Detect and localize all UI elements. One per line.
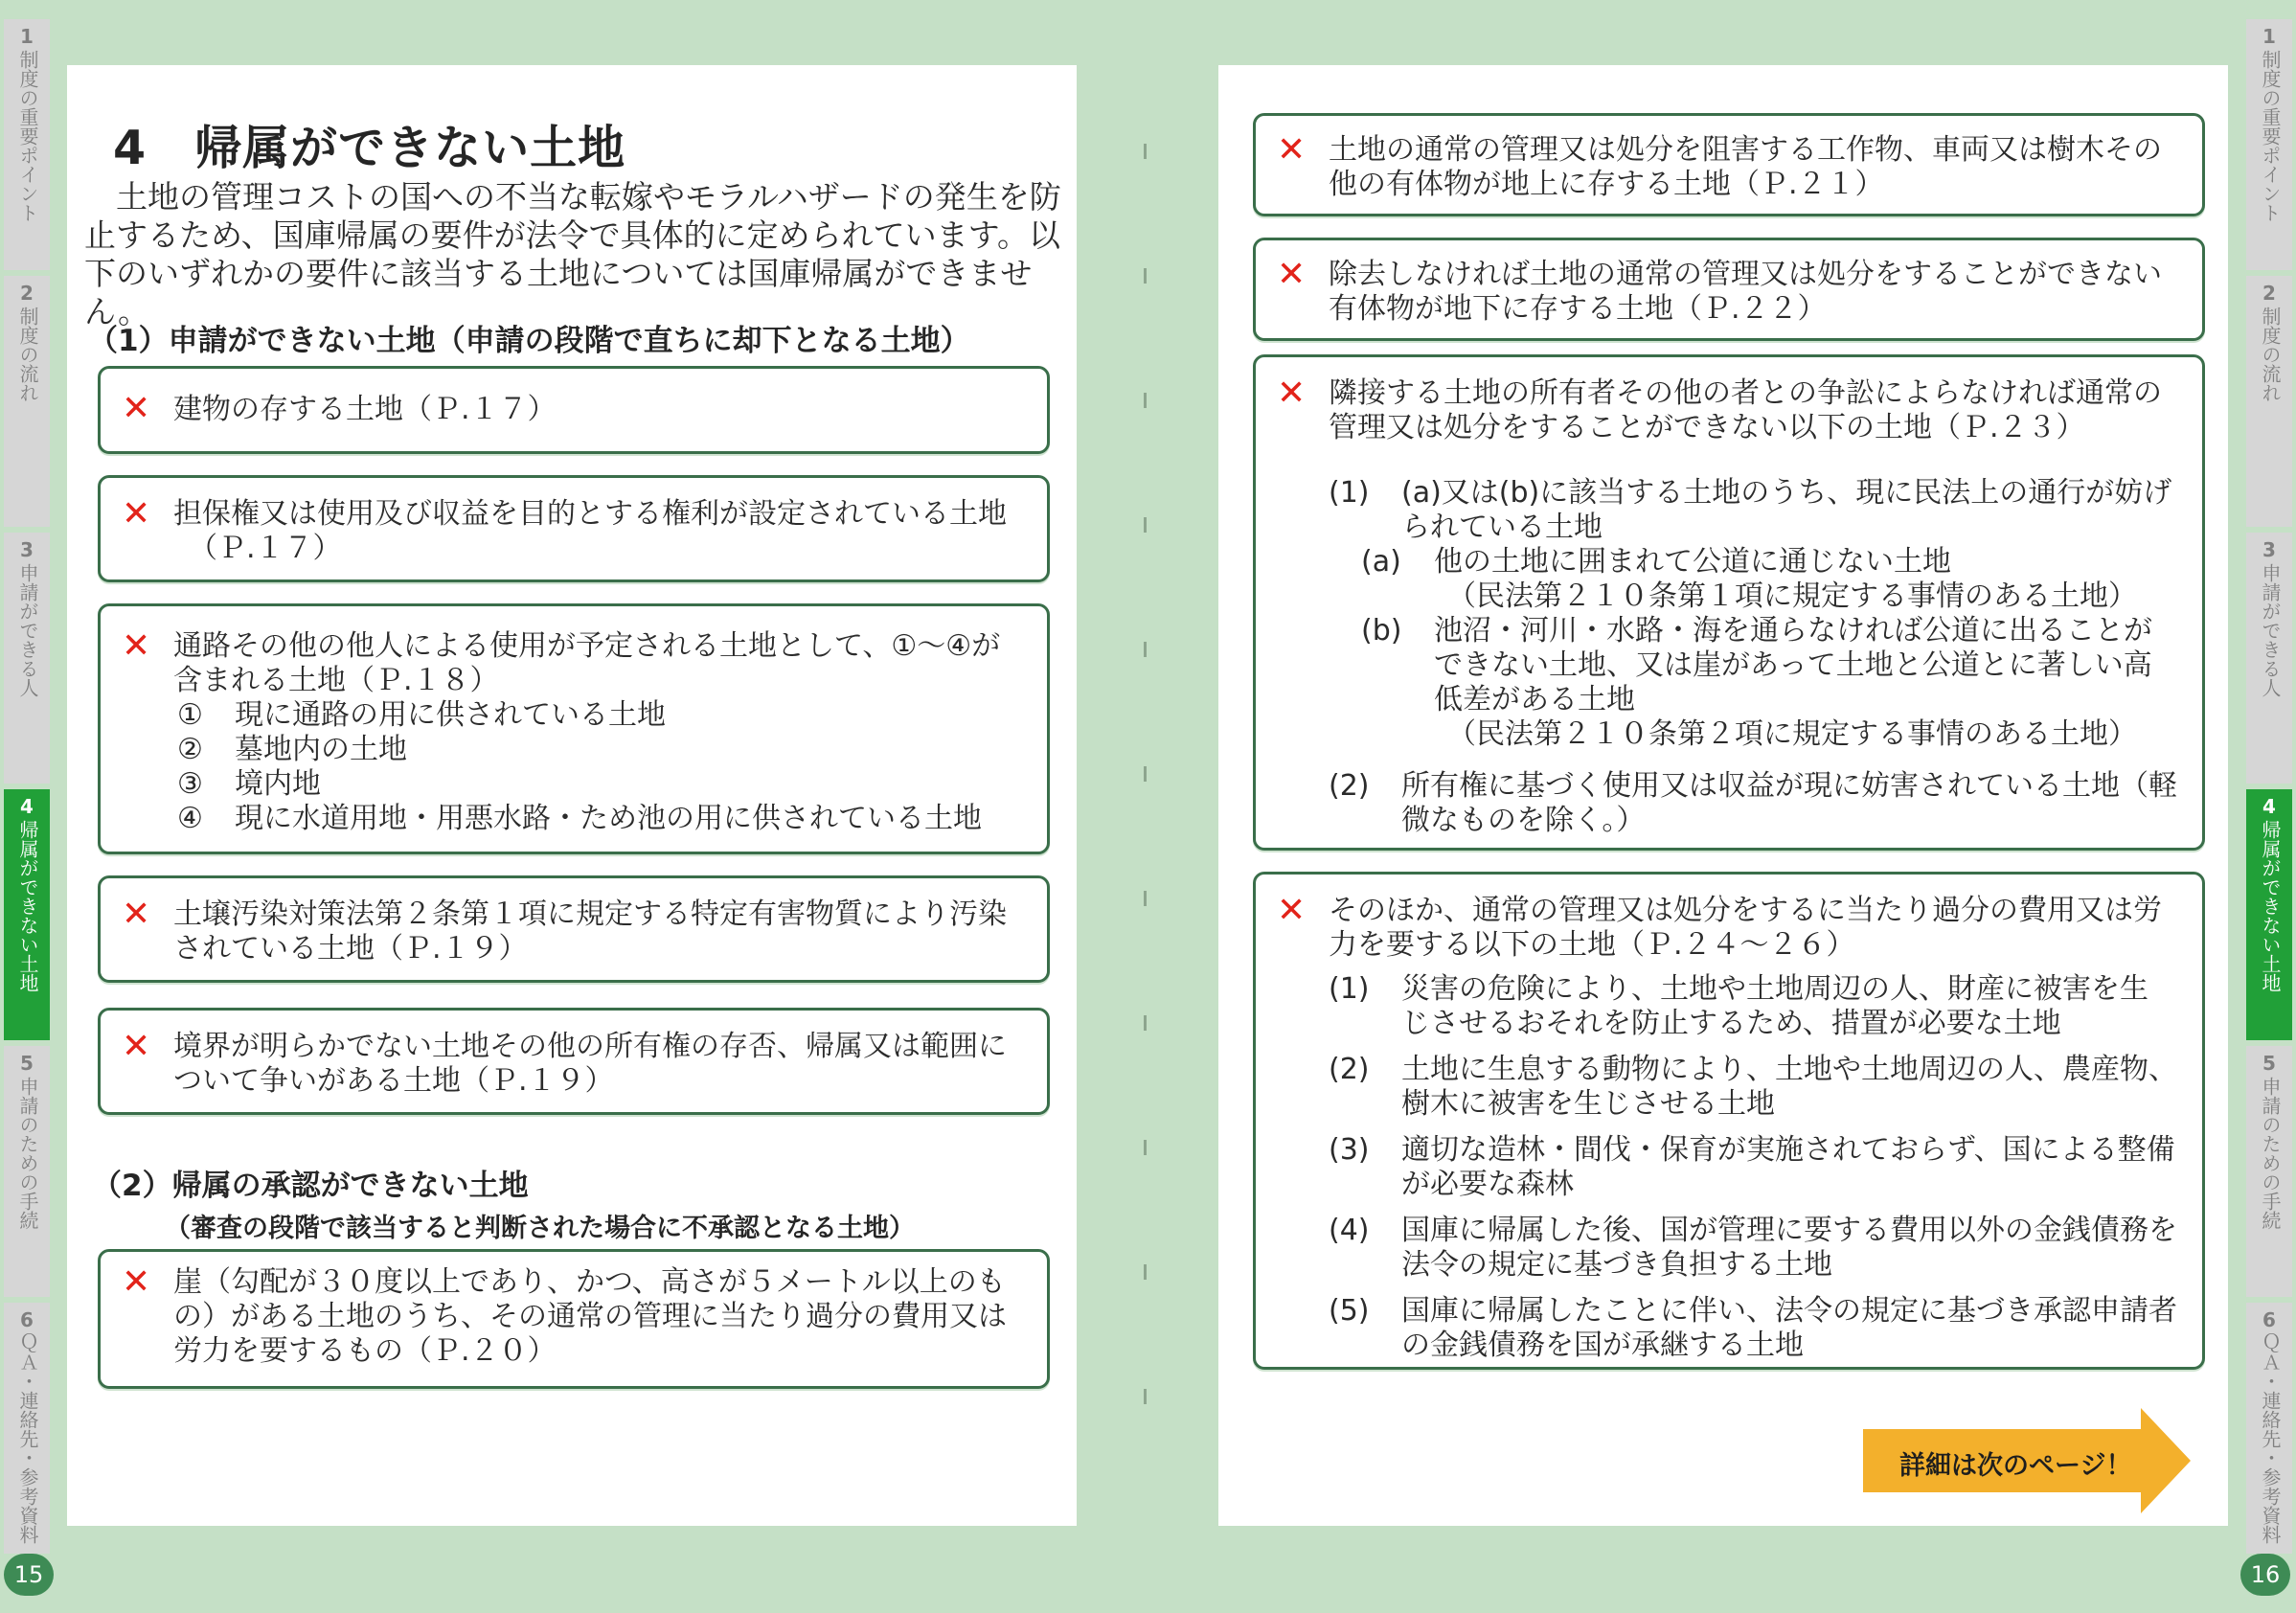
box-text: 建物の存する土地（Ｐ.１７） xyxy=(173,393,557,426)
box-text: 土地の通常の管理又は処分を阻害する工作物、車両又は樹木その xyxy=(1329,133,2162,167)
sub-mark: (3) xyxy=(1329,1133,1370,1167)
page-title: 4 帰属ができない土地 xyxy=(113,121,626,175)
sub-text: じさせるおそれを防止するため、措置が必要な土地 xyxy=(1401,1007,2061,1040)
callout-text: 詳細は次のページ！ xyxy=(1899,1451,2132,1481)
sub-text: 樹木に被害を生じさせる土地 xyxy=(1401,1087,1775,1121)
box-text: 労力を要するもの（Ｐ.２０） xyxy=(173,1334,557,1368)
sub-text: が必要な森林 xyxy=(1401,1168,1574,1201)
sub-text: 微なものを除く。） xyxy=(1401,804,1646,837)
item-mark: ④ xyxy=(177,802,203,835)
tab-label: 申請のための手続 xyxy=(16,1077,39,1230)
tab-label: ＱＡ・連絡先・参考資料 xyxy=(16,1333,39,1544)
sub-text: 所有権に基づく使用又は収益が現に妨害されている土地（軽 xyxy=(1401,769,2177,803)
requirement-box xyxy=(1253,113,2205,216)
sub-text: （民法第２１０条第１項に規定する事情のある土地） xyxy=(1447,579,2137,613)
item-mark: ③ xyxy=(177,767,203,801)
sub-mark: (a) xyxy=(1361,545,1401,579)
box-text: 境界が明らかでない土地その他の所有権の存否、帰属又は範囲に xyxy=(173,1030,1007,1063)
requirement-box xyxy=(1253,872,2205,1370)
sub-mark: (2) xyxy=(1329,1053,1370,1086)
requirement-box xyxy=(1253,238,2205,341)
tab-4[interactable] xyxy=(4,789,50,1040)
box-text: そのほか、通常の管理又は処分をするに当たり過分の費用又は労 xyxy=(1329,894,2162,927)
tab-2[interactable] xyxy=(2246,276,2292,527)
tab-number: 6 xyxy=(2262,1308,2276,1331)
tab-number: 6 xyxy=(20,1308,34,1331)
tab-number: 4 xyxy=(20,795,34,818)
box-text: ついて争いがある土地（Ｐ.１９） xyxy=(173,1064,614,1098)
tab-6[interactable] xyxy=(2246,1303,2292,1554)
cross-mark-icon: ✕ xyxy=(1277,891,1307,930)
section1-heading: （1）申請ができない土地（申請の段階で直ちに却下となる土地） xyxy=(88,324,970,358)
box-text: 含まれる土地（Ｐ.１８） xyxy=(173,664,499,697)
page-number-right: 16 xyxy=(2240,1554,2290,1596)
requirement-box xyxy=(98,603,1050,854)
tab-label: 申請ができる人 xyxy=(16,563,39,697)
box-text: 除去しなければ土地の通常の管理又は処分をすることができない xyxy=(1329,258,2162,291)
sub-text: 国庫に帰属した後、国が管理に要する費用以外の金銭債務を xyxy=(1401,1214,2177,1247)
tab-1[interactable] xyxy=(2246,19,2292,270)
cross-mark-icon: ✕ xyxy=(1277,255,1307,294)
cross-mark-icon: ✕ xyxy=(1277,374,1307,413)
box-text: 崖（勾配が３０度以上であり、かつ、高さが５メートル以上のも xyxy=(173,1265,1006,1299)
tab-label: ＱＡ・連絡先・参考資料 xyxy=(2259,1333,2282,1544)
tab-4[interactable] xyxy=(2246,789,2292,1040)
cross-mark-icon: ✕ xyxy=(1277,130,1307,170)
tab-3[interactable] xyxy=(2246,533,2292,784)
tab-1[interactable] xyxy=(4,19,50,270)
box-text: 通路その他の他人による使用が予定される土地として、①～④が xyxy=(173,629,1001,663)
sub-text: (a)又は(b)に該当する土地のうち、現に民法上の通行が妨げ xyxy=(1401,476,2172,510)
page-right xyxy=(1218,65,2228,1526)
requirement-box xyxy=(98,1008,1050,1115)
item-mark: ② xyxy=(177,733,203,766)
sub-mark: (1) xyxy=(1329,476,1370,510)
box-text: の）がある土地のうち、その通常の管理に当たり過分の費用又は xyxy=(173,1300,1007,1333)
tab-number: 5 xyxy=(20,1052,34,1075)
item-text: 現に水道用地・用悪水路・ため池の用に供されている土地 xyxy=(235,802,982,835)
tab-number: 2 xyxy=(2262,282,2276,305)
section2-subheading: （審査の段階で該当すると判断された場合に不承認となる土地） xyxy=(165,1214,915,1243)
tab-5[interactable] xyxy=(4,1046,50,1297)
cross-mark-icon: ✕ xyxy=(122,389,151,428)
sub-text: 法令の規定に基づき負担する土地 xyxy=(1401,1248,1832,1282)
cross-mark-icon: ✕ xyxy=(122,626,151,666)
sub-text: 国庫に帰属したことに伴い、法令の規定に基づき承認申請者 xyxy=(1401,1294,2177,1328)
box-text: （Ｐ.１７） xyxy=(189,532,342,565)
tab-5[interactable] xyxy=(2246,1046,2292,1297)
item-text: 墓地内の土地 xyxy=(235,733,407,766)
box-text: 力を要する以下の土地（Ｐ.２４～２６） xyxy=(1329,928,1855,962)
tab-number: 3 xyxy=(20,538,34,561)
tab-label: 制度の流れ xyxy=(2259,307,2282,402)
tab-label: 制度の重要ポイント xyxy=(16,50,39,222)
tab-label: 制度の流れ xyxy=(16,307,39,402)
tab-6[interactable] xyxy=(4,1303,50,1554)
sub-text: 適切な造林・間伐・保育が実施されておらず、国による整備 xyxy=(1401,1133,2175,1167)
tab-label: 制度の重要ポイント xyxy=(2259,50,2282,222)
sub-mark: (b) xyxy=(1361,614,1402,647)
box-text: 他の有体物が地上に存する土地（Ｐ.２１） xyxy=(1329,168,1884,201)
item-mark: ① xyxy=(177,698,203,732)
sub-mark: (2) xyxy=(1329,769,1370,803)
tab-3[interactable] xyxy=(4,533,50,784)
cross-mark-icon: ✕ xyxy=(122,1027,151,1066)
sub-text: できない土地、又は崖があって土地と公道とに著しい高 xyxy=(1434,648,2152,682)
item-text: 現に通路の用に供されている土地 xyxy=(235,698,666,732)
sub-mark: (4) xyxy=(1329,1214,1370,1247)
sub-text: 土地に生息する動物により、土地や土地周辺の人、農産物、 xyxy=(1401,1053,2177,1086)
sub-text: 池沼・河川・水路・海を通らなければ公道に出ることが xyxy=(1434,614,2152,647)
lead-paragraph: 土地の管理コストの国への不当な転嫁やモラルハザードの発生を防止するため、国庫帰属の要件が法令で具体的に定められています。以下のいずれかの要件に該当する土地については国庫帰属ができません。 xyxy=(84,178,1061,330)
sub-mark: (1) xyxy=(1329,972,1370,1006)
sub-text: 低差がある土地 xyxy=(1434,683,1635,716)
tab-number: 2 xyxy=(20,282,34,305)
tab-number: 4 xyxy=(2262,795,2276,818)
tab-2[interactable] xyxy=(4,276,50,527)
requirement-box xyxy=(98,475,1050,582)
tab-label: 申請のための手続 xyxy=(2259,1077,2282,1230)
requirement-box xyxy=(98,875,1050,983)
section2-heading: （2）帰属の承認ができない土地 xyxy=(92,1169,529,1203)
tab-number: 3 xyxy=(2262,538,2276,561)
requirement-box xyxy=(1253,354,2205,851)
tab-label: 帰属ができない土地 xyxy=(16,820,39,992)
tab-label: 帰属ができない土地 xyxy=(2259,820,2282,992)
sub-text: 災害の危険により、土地や土地周辺の人、財産に被害を生 xyxy=(1401,972,2148,1006)
page-number-left: 15 xyxy=(4,1554,54,1596)
gutter-marks xyxy=(1144,115,1147,1456)
box-text: されている土地（Ｐ.１９） xyxy=(173,932,528,966)
box-text: 土壌汚染対策法第２条第１項に規定する特定有害物質により汚染 xyxy=(173,897,1007,931)
tab-label: 申請ができる人 xyxy=(2259,563,2282,697)
sub-text: の金銭債務を国が承継する土地 xyxy=(1401,1329,1804,1362)
box-text: 管理又は処分をすることができない以下の土地（Ｐ.２３） xyxy=(1329,411,2085,444)
cross-mark-icon: ✕ xyxy=(122,494,151,534)
sub-text: （民法第２１０条第２項に規定する事情のある土地） xyxy=(1447,717,2137,751)
box-text: 隣接する土地の所有者その他の者との争訟によらなければ通常の xyxy=(1329,376,2162,410)
tab-number: 1 xyxy=(20,25,34,48)
cross-mark-icon: ✕ xyxy=(122,1262,151,1302)
sub-text: 他の土地に囲まれて公道に通じない土地 xyxy=(1434,545,1951,579)
tab-number: 5 xyxy=(2262,1052,2276,1075)
requirement-box xyxy=(98,1249,1050,1389)
page-left xyxy=(67,65,1077,1526)
requirement-box xyxy=(98,366,1050,454)
next-page-callout[interactable] xyxy=(1863,1408,2208,1513)
box-text: 有体物が地下に存する土地（Ｐ.２２） xyxy=(1329,292,1827,326)
cross-mark-icon: ✕ xyxy=(122,895,151,934)
box-text: 担保権又は使用及び収益を目的とする権利が設定されている土地 xyxy=(173,497,1007,531)
sub-text: られている土地 xyxy=(1401,511,1603,544)
sub-mark: (5) xyxy=(1329,1294,1370,1328)
tab-number: 1 xyxy=(2262,25,2276,48)
item-text: 境内地 xyxy=(235,767,321,801)
